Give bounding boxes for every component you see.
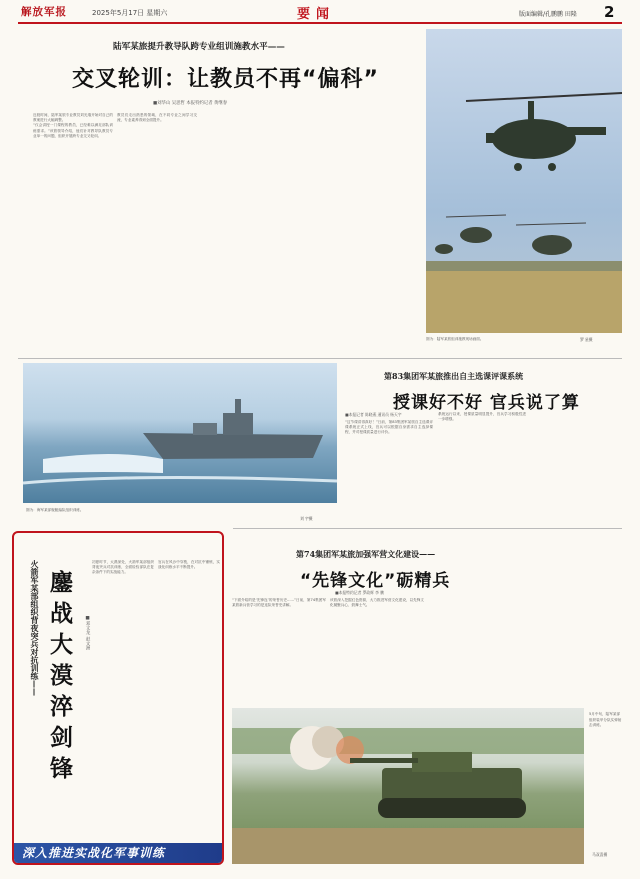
lead-body-col5: [369, 113, 421, 293]
desert-body-col2: [158, 560, 220, 840]
helicopter-photo: [426, 29, 622, 333]
helicopter-large: [466, 93, 622, 171]
helicopter-small-3: [435, 244, 453, 254]
newspaper-logo: 解放军报: [21, 6, 67, 18]
tank-caption: 5月中旬，陆军某部组织装甲分队实弹射击训练。: [589, 712, 622, 727]
article-74-col1: [232, 598, 326, 704]
boat-credit: 刘 宇摄: [300, 516, 313, 521]
divider-top: [18, 358, 622, 359]
boat-photo: [23, 363, 337, 503]
helicopter-caption: 图为：陆军某旅组训施教现场画面。: [426, 337, 484, 341]
edition-note: 版面编辑/孔鹏鹏 田隆: [519, 11, 577, 18]
article-74-headline: “先锋文化”砺精兵: [300, 571, 451, 591]
lead-paragraph: 近段时间，陆军某旅专业教员刘光瑞开始对自己的教案进行大幅调整。: [33, 113, 113, 123]
boat-caption: 图为：海军某部舰艇编队组织训练。: [26, 508, 84, 512]
desert-kicker: 火箭军某部组织背夜突兵对抗训练——: [30, 560, 39, 696]
article-74-byline: ■本报特约记者 罗政辉 李 鹏: [335, 590, 384, 595]
article-74-col2: [330, 598, 424, 704]
article-74-col4: [526, 540, 620, 704]
divider-mid: [233, 528, 622, 529]
desert-paragraph: 官兵在风沙中穿梭，在对抗中锤炼，实战化训练水平不断提升。: [158, 560, 220, 570]
desert-paragraph: 初夏时节，大漠深处，火箭军某部组织背夜突兵对抗训练，全面检验部队在复杂条件下的实战能力。: [92, 560, 154, 575]
tank-silhouette: [350, 752, 526, 818]
article-83-headline: 授课好不好 官兵说了算: [393, 393, 580, 413]
article-83-paragraph: “这节课讲得真好！”日前，第83集团军某旅自主选课评课系统正式上线，官兵可以根据自身需求自主选择课程，并对授课质量进行评价。: [345, 420, 433, 435]
desert-headline: 鏖战大漠淬剑锋: [46, 570, 72, 787]
article-83-col2: [438, 412, 526, 522]
section-title: 要闻: [297, 7, 336, 22]
desert-byline: ■邓文龙 赵文洲: [85, 616, 90, 651]
article-83-paragraph: 系统运行以来，授课质量明显提升，官兵学习积极性进一步增强。: [438, 412, 526, 422]
tank-photo: [232, 708, 584, 864]
issue-date: 2025年5月17日 星期六: [92, 9, 168, 17]
lead-paragraph: “仅会讲授一门课程的教员，已经难以满足部队训练需求。”该旅领导介绍，他们针对教导队教员专业单一的问题，组织开展跨专业交叉轮训。: [33, 123, 113, 138]
lead-body-col4: [285, 113, 365, 293]
tank-credit: 马双喜摄: [592, 852, 608, 857]
masthead-rule: [18, 22, 622, 24]
article-83-col3: [531, 412, 619, 522]
article-83-kicker: 第83集团军某旅推出自主选课评课系统: [384, 371, 524, 381]
helicopter-small-1: [446, 215, 506, 243]
lead-paragraph: 教员们走出熟悉的领域，在不同专业之间学习交流，专业素养得到全面提升。: [117, 113, 197, 123]
lead-body-col1: [33, 113, 113, 293]
article-74-paragraph: 该旅深入挖掘红色资源，大力推进军营文化建设，以先锋文化凝聚兵心、鼓舞士气。: [330, 598, 424, 608]
page-number: 2: [604, 3, 615, 21]
lead-headline: 交叉轮训：让教员不再“偏科”: [72, 67, 379, 92]
article-83-byline: ■本报记者 陈晓燕 通讯员 杨天宇: [345, 412, 402, 417]
helicopter-small-2: [516, 223, 586, 255]
article-74-kicker: 第74集团军某旅加强军营文化建设——: [296, 549, 436, 559]
training-banner-text: 深入推进实战化军事训练: [22, 846, 166, 860]
article-83-col1: [345, 420, 433, 522]
helicopter-credit: 罗 星摄: [580, 337, 593, 342]
lead-body-col2: [117, 113, 197, 293]
lead-kicker: 陆军某旅提升教导队跨专业组训施教水平——: [113, 42, 285, 52]
lead-body-col3: [201, 113, 281, 293]
desert-body-col1: [92, 560, 154, 840]
lead-byline: ■刘华山 吴思哲 本报特约记者 黄继春: [153, 101, 228, 106]
training-banner: [14, 843, 222, 863]
warship-silhouette: [143, 399, 323, 459]
article-74-col3: [428, 598, 522, 704]
article-74-paragraph: “下面介绍的是‘先锋连’的荣誉历史……”日前，第74集团军某旅新兵营学习的是连队荣誉史讲解。: [232, 598, 326, 608]
